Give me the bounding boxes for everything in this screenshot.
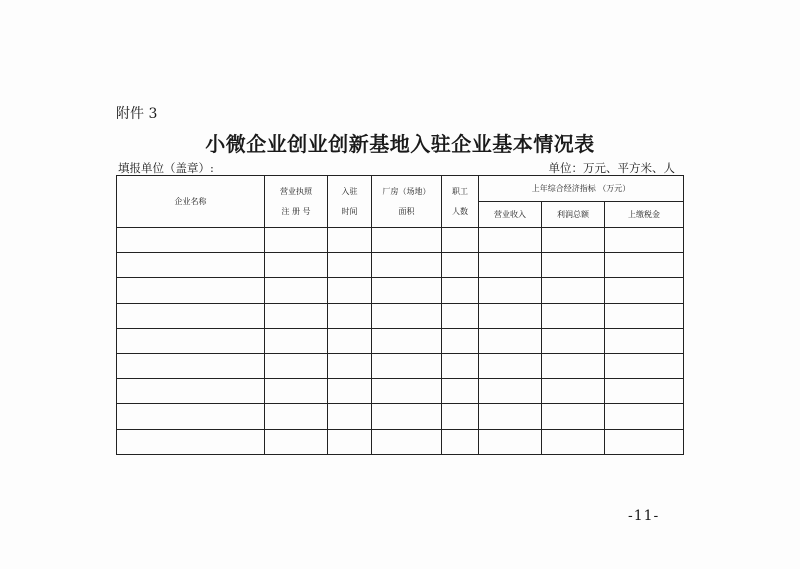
table-cell[interactable] — [117, 303, 265, 328]
table-cell[interactable] — [265, 404, 328, 429]
table-row — [117, 278, 684, 303]
table-cell[interactable] — [479, 303, 542, 328]
table-cell[interactable] — [605, 353, 684, 378]
table-cell[interactable] — [605, 404, 684, 429]
table-cell[interactable] — [117, 353, 265, 378]
table-row — [117, 353, 684, 378]
table-cell[interactable] — [542, 253, 605, 278]
table-cell[interactable] — [372, 278, 442, 303]
table-cell[interactable] — [265, 353, 328, 378]
table-cell[interactable] — [117, 429, 265, 454]
table-cell[interactable] — [372, 379, 442, 404]
table-cell[interactable] — [265, 429, 328, 454]
table-cell[interactable] — [328, 328, 372, 353]
table-cell[interactable] — [479, 429, 542, 454]
table-cell[interactable] — [542, 404, 605, 429]
table-cell[interactable] — [479, 328, 542, 353]
table-cell[interactable] — [117, 253, 265, 278]
table-cell[interactable] — [372, 328, 442, 353]
table-cell[interactable] — [442, 303, 479, 328]
attachment-label: 附件 3 — [116, 106, 158, 122]
table-row — [117, 303, 684, 328]
table-cell[interactable] — [605, 328, 684, 353]
table-cell[interactable] — [605, 278, 684, 303]
table-cell[interactable] — [328, 278, 372, 303]
enterprise-table — [116, 175, 684, 455]
table-cell[interactable] — [479, 278, 542, 303]
header-plant-area: 厂房（场地） 面积 — [372, 176, 442, 228]
page-title: 小微企业创业创新基地入驻企业基本情况表 — [205, 132, 595, 156]
table-cell[interactable] — [605, 379, 684, 404]
table-row — [117, 328, 684, 353]
units-label: 单位：万元、平方米、人 — [548, 161, 675, 175]
table-cell[interactable] — [542, 278, 605, 303]
table-cell[interactable] — [328, 429, 372, 454]
table-cell[interactable] — [372, 228, 442, 253]
table-cell[interactable] — [479, 228, 542, 253]
table-cell[interactable] — [117, 278, 265, 303]
header-entry-time: 入驻 时间 — [328, 176, 372, 228]
table-cell[interactable] — [605, 228, 684, 253]
table-cell[interactable] — [265, 328, 328, 353]
table-cell[interactable] — [479, 404, 542, 429]
table-cell[interactable] — [117, 404, 265, 429]
table-body — [117, 228, 684, 455]
table-cell[interactable] — [328, 303, 372, 328]
table-cell[interactable] — [479, 253, 542, 278]
table-cell[interactable] — [328, 353, 372, 378]
header-business-license: 营业执照 注 册 号 — [265, 176, 328, 228]
table-cell[interactable] — [328, 253, 372, 278]
table-cell[interactable] — [542, 429, 605, 454]
table-cell[interactable] — [265, 278, 328, 303]
table-cell[interactable] — [442, 328, 479, 353]
table-cell[interactable] — [328, 404, 372, 429]
table-cell[interactable] — [479, 379, 542, 404]
table-cell[interactable] — [372, 303, 442, 328]
table-cell[interactable] — [265, 253, 328, 278]
table-cell[interactable] — [542, 303, 605, 328]
table-cell[interactable] — [542, 379, 605, 404]
table-cell[interactable] — [442, 353, 479, 378]
header-economic-indicators: 上年综合经济指标 （万元） — [479, 176, 684, 202]
header-profit: 利润总额 — [542, 202, 605, 228]
table-cell[interactable] — [542, 228, 605, 253]
fill-unit-label: 填报单位（盖章）: — [118, 161, 214, 175]
table-cell[interactable] — [328, 228, 372, 253]
page-number: -11- — [628, 508, 660, 524]
table-cell[interactable] — [265, 379, 328, 404]
table-cell[interactable] — [442, 404, 479, 429]
table-cell[interactable] — [265, 228, 328, 253]
table-cell[interactable] — [372, 429, 442, 454]
table-row — [117, 429, 684, 454]
table-cell[interactable] — [605, 303, 684, 328]
table-row — [117, 253, 684, 278]
table-cell[interactable] — [265, 303, 328, 328]
table-cell[interactable] — [117, 228, 265, 253]
table-cell[interactable] — [442, 253, 479, 278]
table-cell[interactable] — [117, 328, 265, 353]
table-cell[interactable] — [372, 404, 442, 429]
table-cell[interactable] — [372, 253, 442, 278]
table-cell[interactable] — [479, 353, 542, 378]
table-cell[interactable] — [605, 253, 684, 278]
table-cell[interactable] — [372, 353, 442, 378]
table-cell[interactable] — [442, 228, 479, 253]
header-company-name: 企业名称 — [117, 176, 265, 228]
header-staff-count: 职工 人数 — [442, 176, 479, 228]
table-row — [117, 404, 684, 429]
table-cell[interactable] — [605, 429, 684, 454]
table-row — [117, 228, 684, 253]
table-cell[interactable] — [442, 379, 479, 404]
table-cell[interactable] — [542, 328, 605, 353]
table-cell[interactable] — [117, 379, 265, 404]
header-tax: 上缴税金 — [605, 202, 684, 228]
table-cell[interactable] — [442, 429, 479, 454]
table-cell[interactable] — [442, 278, 479, 303]
table-row — [117, 379, 684, 404]
table-cell[interactable] — [542, 353, 605, 378]
header-revenue: 营业收入 — [479, 202, 542, 228]
table-cell[interactable] — [328, 379, 372, 404]
